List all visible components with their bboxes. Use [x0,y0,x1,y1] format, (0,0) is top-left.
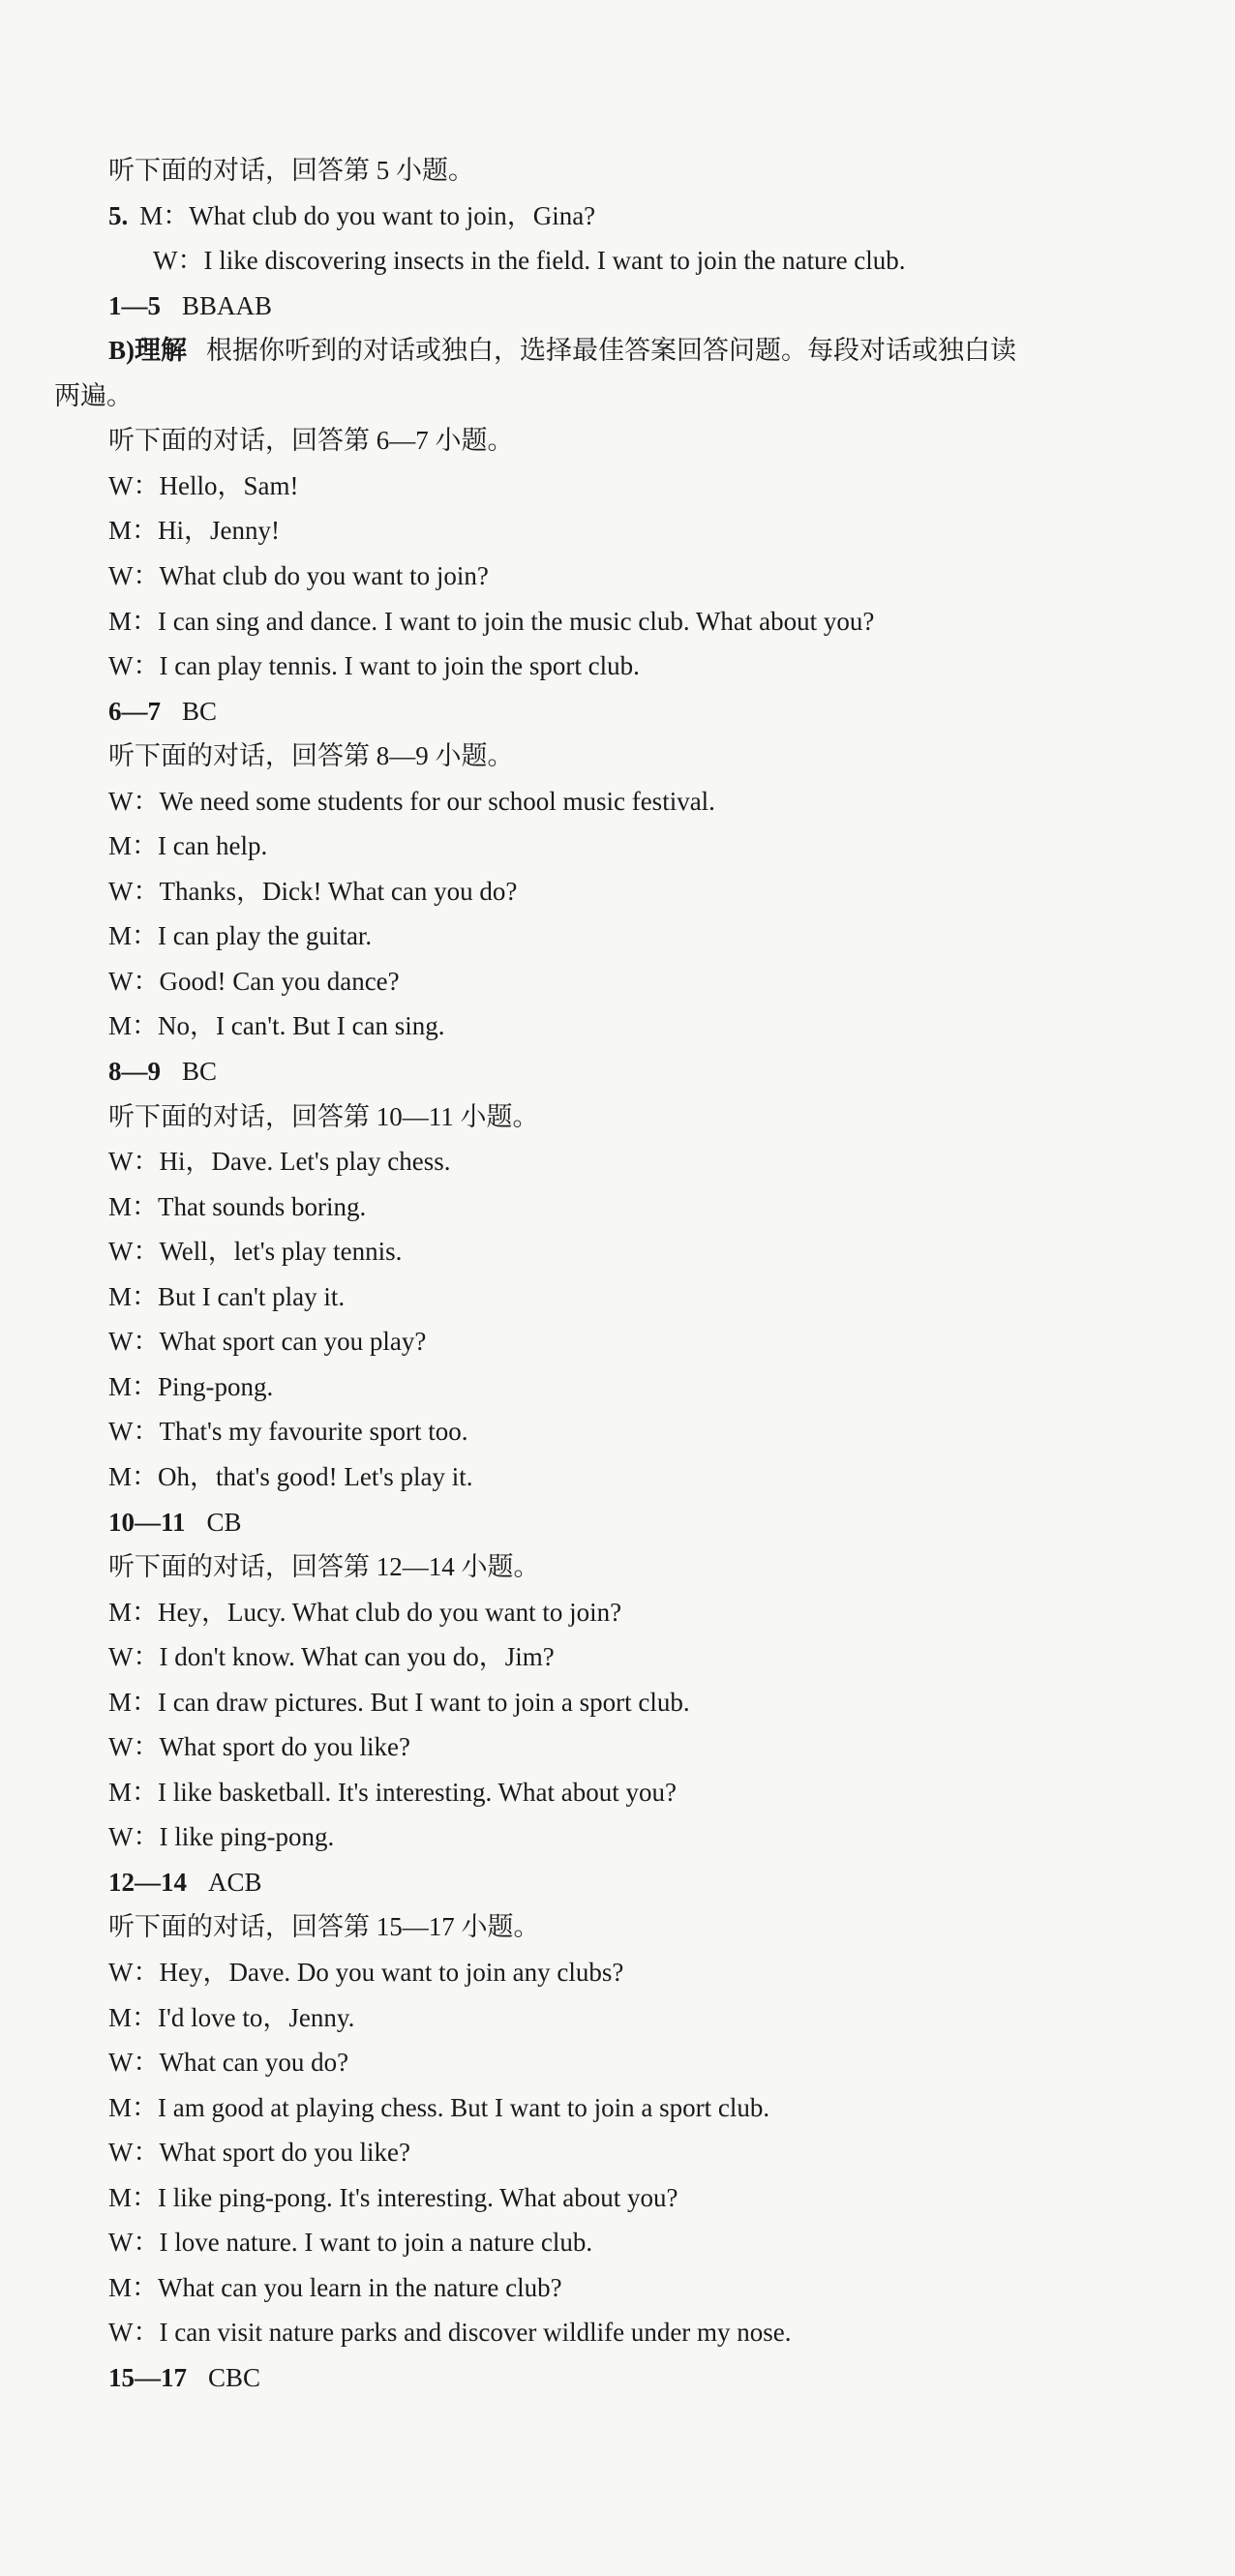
line-text: M：I like ping-pong. It's interesting. What about you? [108,2183,678,2212]
question-intro [108,1099,539,1134]
dialog-line [108,1189,366,1224]
dialog-line [108,2180,678,2215]
line-text: W：We need some students for our school music festival. [108,787,715,816]
line-text: 听下面的对话，回答第 10—11 小题。 [108,1102,539,1131]
line-text: W：Good! Can you dance? [108,967,400,996]
line-text: M：I can help. [108,831,268,860]
answer-key [108,2360,260,2395]
line-text: W：I can play tennis. I want to join the sport club. [108,651,640,680]
line-text: W：What sport can you play? [108,1327,427,1356]
line-text: W：Hey，Dave. Do you want to join any clubs? [108,1958,624,1987]
dialog-line [108,468,298,503]
dialog-line [108,513,280,548]
dialog-line [108,2000,354,2035]
answer-key [108,1505,242,1540]
line-text: 听下面的对话，回答第 5 小题。 [108,156,474,185]
dialog-line [108,1639,555,1674]
line-text: M：That sounds boring. [108,1192,367,1221]
answer-key [108,288,272,323]
question-intro [108,1909,540,1944]
line-text: M：Hey，Lucy. What club do you want to join? [108,1598,622,1627]
line-text: W：That's my favourite sport too. [108,1417,468,1446]
dialog-line [108,648,640,683]
line-text: 根据你听到的对话或独白，选择最佳答案回答问题。每段对话或独白读 [206,336,1016,365]
answer-letters: CBC [208,2363,261,2392]
dialog-line [108,2225,592,2260]
dialog-line [108,1955,623,1990]
question-intro [108,1549,540,1584]
dialog-line [108,1729,410,1764]
dialog-line [108,1595,621,1630]
dialog-line [108,558,489,593]
answer-range: 1—5 [108,291,161,320]
line-text: M：No，I can't. But I can sing. [108,1011,445,1040]
dialog-line [153,243,906,278]
line-text: W：What sport do you like? [108,2138,410,2167]
dialog-line [108,964,400,999]
line-text: 两遍。 [54,381,133,410]
line-text: 听下面的对话，回答第 6—7 小题。 [108,426,514,455]
line-text: W：Well，let's play tennis. [108,1237,403,1266]
answer-letters: BC [182,697,218,726]
line-text: W：Hi，Dave. Let's play chess. [108,1147,451,1176]
dialog-line [108,604,874,639]
answer-range: 15—17 [108,2363,187,2392]
answer-range: 10—11 [108,1508,186,1537]
answer-range: 12—14 [108,1868,187,1897]
answer-key [108,1054,217,1089]
section-heading-continued [54,378,133,413]
line-text: W：What club do you want to join? [108,561,489,590]
line-text: 听下面的对话，回答第 15—17 小题。 [108,1912,540,1941]
dialog-line [108,1459,472,1494]
question-number: 5. [108,201,129,230]
dialog-line-numbered [108,198,595,233]
question-intro [108,738,514,773]
line-text: M：I can draw pictures. But I want to join a sport club. [108,1688,690,1717]
line-text: M：I like basketball. It's interesting. What about you? [108,1778,677,1807]
dialog-line [108,918,372,953]
dialog-line [108,1819,334,1854]
line-text: M：I am good at playing chess. But I want to join a sport club. [108,2093,770,2122]
line-text: M：Ping-pong. [108,1372,274,1401]
line-text: M：But I can't play it. [108,1282,346,1311]
answer-letters: ACB [208,1868,262,1897]
dialog-line [108,874,517,909]
dialog-line [108,1144,451,1179]
line-text: W：I love nature. I want to join a nature club. [108,2228,593,2257]
dialog-line [108,2135,410,2170]
question-intro [108,153,474,188]
dialog-line [108,1279,345,1314]
line-text: W：What can you do? [108,2048,349,2077]
dialog-line [108,828,267,863]
line-text: W：Hello，Sam! [108,471,299,500]
answer-letters: BBAAB [182,291,273,320]
dialog-line [108,2090,769,2125]
line-text: M：I can play the guitar. [108,921,373,950]
dialog-line [108,2045,348,2080]
line-text: W：I like ping-pong. [108,1822,335,1851]
answer-key [108,1865,262,1900]
line-text: W：I can visit nature parks and discover wildlife under my nose. [108,2318,792,2347]
dialog-line [108,2270,562,2305]
answer-letters: CB [206,1508,242,1537]
answer-range: 8—9 [108,1057,161,1086]
line-text: W：What sport do you like? [108,1732,410,1761]
dialog-line [108,1234,402,1269]
dialog-line [108,1008,445,1043]
dialog-line [108,1414,468,1449]
line-text: M：What can you learn in the nature club? [108,2273,562,2302]
line-text: W：Thanks，Dick! What can you do? [108,877,518,906]
line-text: M：Oh，that's good! Let's play it. [108,1462,473,1491]
line-text: M：I'd love to，Jenny. [108,2003,355,2032]
answer-letters: BC [182,1057,218,1086]
dialog-line [108,1685,690,1720]
line-text: 听下面的对话，回答第 12—14 小题。 [108,1552,540,1581]
answer-range: 6—7 [108,697,161,726]
line-text: M：What club do you want to join，Gina? [139,201,596,230]
dialog-line [108,2315,792,2350]
dialog-line [108,1324,426,1359]
section-heading [108,333,1016,368]
line-text: W：I don't know. What can you do，Jim? [108,1642,555,1671]
line-text: M：I can sing and dance. I want to join the music club. What about you? [108,607,875,636]
dialog-line [108,784,715,819]
dialog-line [108,1369,273,1404]
dialog-line [108,1775,677,1810]
line-text: M：Hi，Jenny! [108,516,280,545]
answer-key [108,694,217,729]
section-label: B)理解 [108,336,187,365]
line-text: 听下面的对话，回答第 8—9 小题。 [108,741,514,770]
question-intro [108,423,514,458]
line-text: W：I like discovering insects in the field. I want to join the nature club. [153,246,906,275]
